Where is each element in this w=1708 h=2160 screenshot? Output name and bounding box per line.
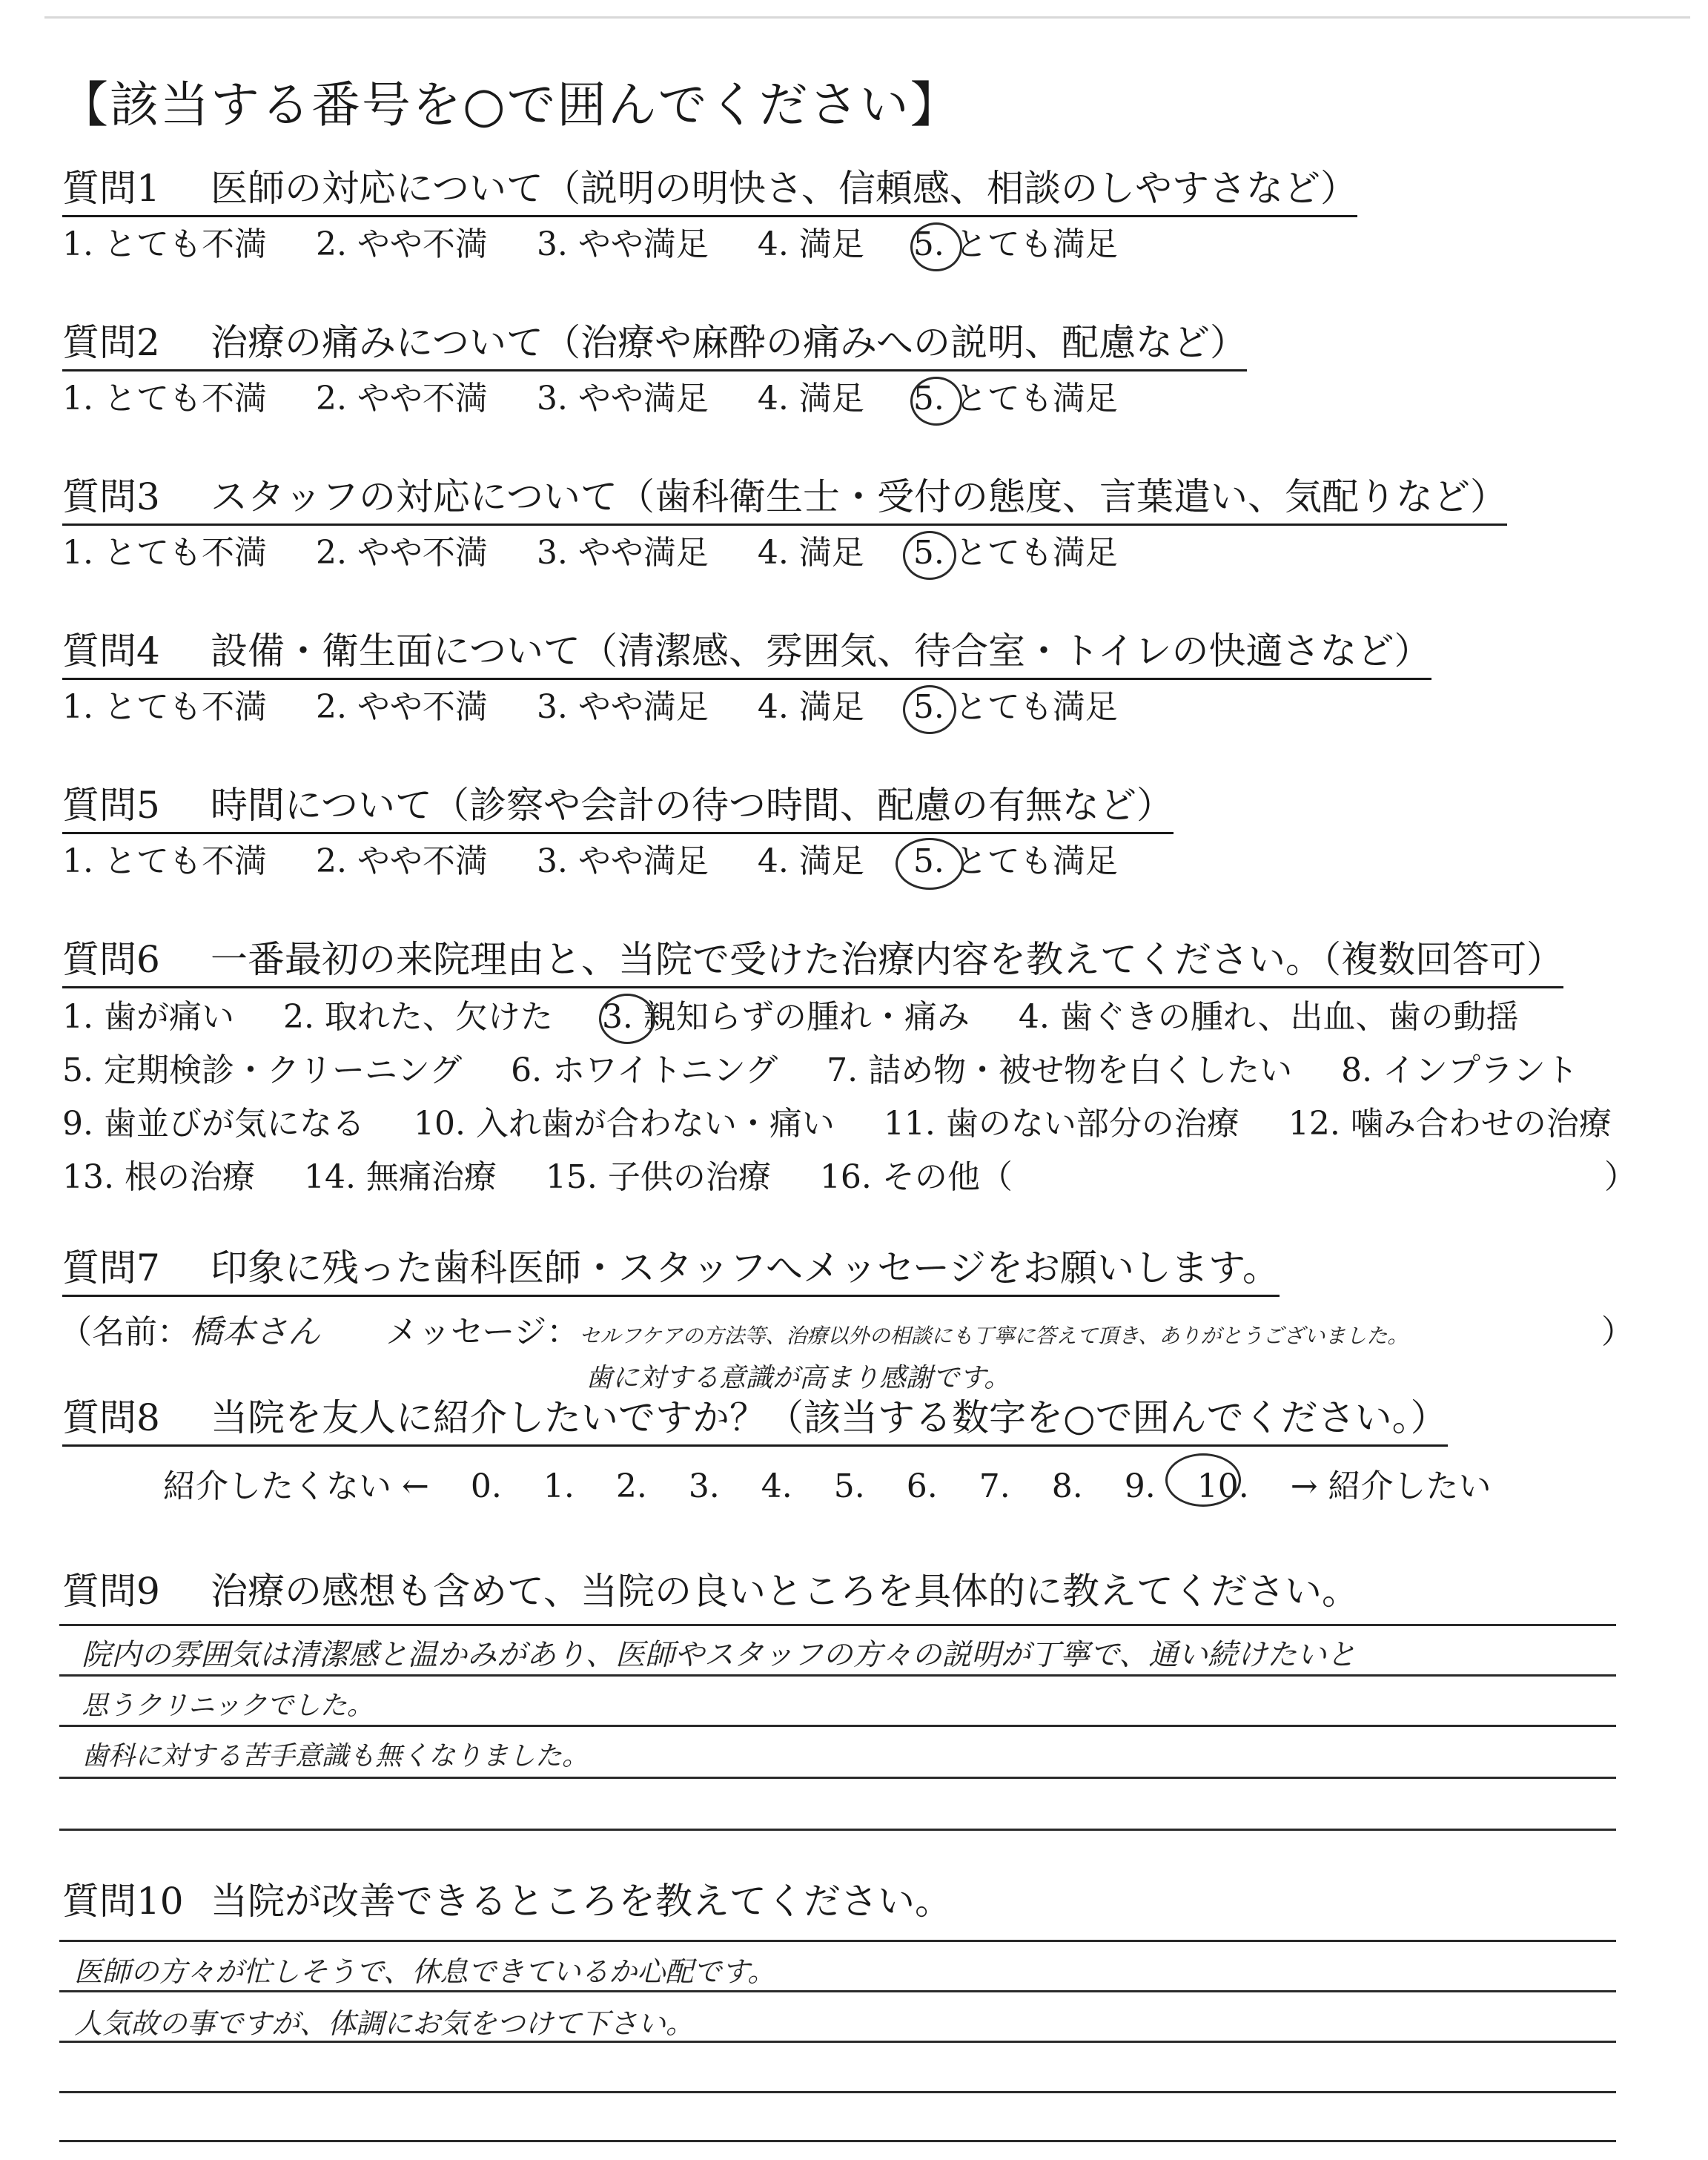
q8-right-label: → 紹介したい: [1290, 1467, 1492, 1505]
q6-row-3: [62, 1103, 1650, 1145]
question-8: [62, 1394, 1448, 1447]
question-10-number: 質問10: [62, 1880, 184, 1923]
q6-option-13[interactable]: 13. 根の治療: [62, 1158, 255, 1196]
q10-answer-line-2[interactable]: 人気故の事ですが、体調にお気をつけて下さい。: [74, 2007, 695, 2040]
q2-option-3[interactable]: 3. やや満足: [536, 380, 709, 417]
q3-option-4[interactable]: 4. 満足: [757, 534, 864, 572]
q9-rule-3: [59, 1725, 1616, 1727]
q8-score-1[interactable]: 1.: [543, 1467, 575, 1505]
question-5-number: 質問5: [62, 784, 160, 827]
q3-option-3[interactable]: 3. やや満足: [536, 534, 709, 572]
q8-score-6[interactable]: 6.: [906, 1467, 938, 1505]
q6-option-4[interactable]: 4. 歯ぐきの腫れ、出血、歯の動揺: [1018, 998, 1519, 1036]
question-6-number: 質問6: [62, 938, 160, 981]
question-5: [62, 782, 1174, 834]
question-6-text: 一番最初の来院理由と、当院で受けた治療内容を教えてください。（複数回答可）: [211, 938, 1563, 981]
q5-option-1[interactable]: 1. とても不満: [62, 842, 267, 880]
q8-score-9[interactable]: 9.: [1124, 1467, 1156, 1505]
q9-rule-5: [59, 1829, 1616, 1831]
q7-message-line-2[interactable]: 歯に対する意識が高まり感謝です。: [586, 1363, 1011, 1393]
page-heading: 【該当する番号を○で囲んでください】: [59, 76, 961, 133]
q7-message-label: メッセージ：: [385, 1313, 580, 1351]
q4-option-3[interactable]: 3. やや満足: [536, 688, 709, 726]
q6-option-12[interactable]: 12. 噛み合わせの治療: [1288, 1105, 1612, 1143]
q10-rule-2: [59, 1990, 1616, 1992]
question-9-text: 治療の感想も含めて、当院の良いところを具体的に教えてください。: [211, 1570, 1359, 1613]
question-1: [62, 165, 1357, 217]
question-1-text: 医師の対応について（説明の明快さ、信頼感、相談のしやすさなど）: [211, 167, 1357, 210]
q9-answer-line-2[interactable]: 思うクリニックでした。: [82, 1691, 374, 1721]
q9-rule-4: [59, 1777, 1616, 1779]
q7-name-label: （名前：: [59, 1313, 190, 1351]
q8-score-7[interactable]: 7.: [979, 1467, 1010, 1505]
q6-option-3[interactable]: 3. 親知らずの腫れ・痛み: [601, 998, 970, 1036]
question-8-number: 質問8: [62, 1396, 160, 1439]
question-1-options: [62, 224, 1156, 265]
question-4-text: 設備・衛生面について（清潔感、雰囲気、待合室・トイレの快適さなど）: [211, 630, 1431, 673]
question-2-options: [62, 378, 1156, 420]
q6-option-16[interactable]: 16. その他（: [819, 1158, 1013, 1196]
question-1-number: 質問1: [62, 167, 160, 210]
q9-rule-2: [59, 1674, 1616, 1677]
q7-message-value[interactable]: セルフケアの方法等、治療以外の相談にも丁寧に答えて頂き、ありがとうございました。: [579, 1324, 1409, 1348]
q9-rule-1: [59, 1624, 1616, 1626]
q3-option-5[interactable]: 5. とても満足: [913, 534, 1118, 572]
question-9-number: 質問9: [62, 1570, 160, 1613]
q8-score-2[interactable]: 2.: [615, 1467, 647, 1505]
q9-answer-line-3[interactable]: 歯科に対する苦手意識も無くなりました。: [82, 1741, 589, 1771]
question-3-text: スタッフの対応について（歯科衛生士・受付の態度、言葉遣い、気配りなど）: [211, 475, 1507, 518]
q3-option-1[interactable]: 1. とても不満: [62, 534, 267, 572]
question-5-text: 時間について（診察や会計の待つ時間、配慮の有無など）: [211, 784, 1174, 827]
q8-scale: [163, 1459, 1523, 1507]
question-3-number: 質問3: [62, 475, 160, 518]
q6-option-15[interactable]: 15. 子供の治療: [545, 1158, 771, 1196]
question-7-number: 質問7: [62, 1246, 160, 1289]
q6-option-14[interactable]: 14. 無痛治療: [303, 1158, 497, 1196]
q8-score-8[interactable]: 8.: [1051, 1467, 1083, 1505]
question-2-number: 質問2: [62, 321, 160, 364]
question-10-text: 当院が改善できるところを教えてください。: [211, 1880, 952, 1923]
q1-option-1[interactable]: 1. とても不満: [62, 225, 267, 263]
q6-option-5[interactable]: 5. 定期検診・クリーニング: [62, 1051, 463, 1089]
q8-score-3[interactable]: 3.: [688, 1467, 720, 1505]
question-4-number: 質問4: [62, 630, 160, 673]
q10-rule-5: [59, 2140, 1616, 2142]
q6-option-2[interactable]: 2. 取れた、欠けた: [282, 998, 553, 1036]
q5-option-2[interactable]: 2. やや不満: [315, 842, 488, 880]
top-border: [44, 16, 1690, 19]
q6-row-4: [62, 1157, 1637, 1198]
q2-option-4[interactable]: 4. 満足: [757, 380, 864, 417]
q6-option-7[interactable]: 7. 詰め物・被せ物を白くしたい: [827, 1051, 1293, 1089]
q1-option-5[interactable]: 5. とても満足: [913, 225, 1118, 263]
q8-score-4[interactable]: 4.: [761, 1467, 792, 1505]
q4-option-1[interactable]: 1. とても不満: [62, 688, 267, 726]
q6-option-9[interactable]: 9. 歯並びが気になる: [62, 1105, 365, 1143]
q8-score-5[interactable]: 5.: [833, 1467, 865, 1505]
q5-option-5[interactable]: 5. とても満足: [913, 842, 1118, 880]
q10-answer-line-1[interactable]: 医師の方々が忙しそうで、休息できているか心配です。: [74, 1955, 776, 1988]
question-8-text: 当院を友人に紹介したいですか？（該当する数字を○で囲んでください。）: [211, 1396, 1448, 1439]
question-4: [62, 627, 1431, 680]
q5-option-4[interactable]: 4. 満足: [757, 842, 864, 880]
q8-score-10[interactable]: 10.: [1196, 1467, 1249, 1505]
q9-answer-line-1[interactable]: 院内の雰囲気は清潔感と温かみがあり、医師やスタッフの方々の説明が丁寧で、通い続けたいと: [82, 1638, 1357, 1672]
question-7-text: 印象に残った歯科医師・スタッフへメッセージをお願いします。: [211, 1246, 1280, 1289]
q10-rule-4: [59, 2091, 1616, 2093]
q8-left-label: 紹介したくない ←: [163, 1467, 429, 1505]
q4-option-5[interactable]: 5. とても満足: [913, 688, 1118, 726]
q1-option-2[interactable]: 2. やや不満: [315, 225, 488, 263]
q6-row-1: [62, 997, 1558, 1038]
question-6: [62, 936, 1563, 988]
q10-rule-3: [59, 2041, 1616, 2043]
q2-option-1[interactable]: 1. とても不満: [62, 380, 267, 417]
question-2: [62, 319, 1247, 371]
question-3: [62, 473, 1507, 526]
q3-option-2[interactable]: 2. やや不満: [315, 534, 488, 572]
q7-close-paren: ）: [1601, 1313, 1634, 1351]
question-2-text: 治療の痛みについて（治療や麻酔の痛みへの説明、配慮など）: [211, 321, 1247, 364]
q6-other-close-paren: ）: [1604, 1158, 1637, 1196]
q7-name-value[interactable]: 橋本さん: [190, 1313, 320, 1351]
q10-rule-1: [59, 1940, 1616, 1942]
q2-option-2[interactable]: 2. やや不満: [315, 380, 488, 417]
q8-score-0[interactable]: 0.: [470, 1467, 502, 1505]
question-3-options: [62, 532, 1156, 574]
question-4-options: [62, 687, 1156, 728]
q6-option-10[interactable]: 10. 入れ歯が合わない・痛い: [413, 1105, 835, 1143]
question-5-options: [62, 841, 1156, 882]
q1-option-3[interactable]: 3. やや満足: [536, 225, 709, 263]
q6-option-11[interactable]: 11. 歯のない部分の治療: [883, 1105, 1239, 1143]
q4-option-4[interactable]: 4. 満足: [757, 688, 864, 726]
q4-option-2[interactable]: 2. やや不満: [315, 688, 488, 726]
q7-message-line: [59, 1305, 1408, 1353]
q5-option-3[interactable]: 3. やや満足: [536, 842, 709, 880]
q1-option-4[interactable]: 4. 満足: [757, 225, 864, 263]
q2-option-5[interactable]: 5. とても満足: [913, 380, 1118, 417]
q6-option-6[interactable]: 6. ホワイトニング: [511, 1051, 778, 1089]
question-10: [62, 1872, 952, 1925]
q6-option-8[interactable]: 8. インプラント: [1341, 1051, 1579, 1089]
question-9: [62, 1562, 1359, 1615]
question-7: [62, 1244, 1280, 1297]
q6-option-1[interactable]: 1. 歯が痛い: [62, 998, 234, 1036]
q6-row-2: [62, 1050, 1617, 1091]
